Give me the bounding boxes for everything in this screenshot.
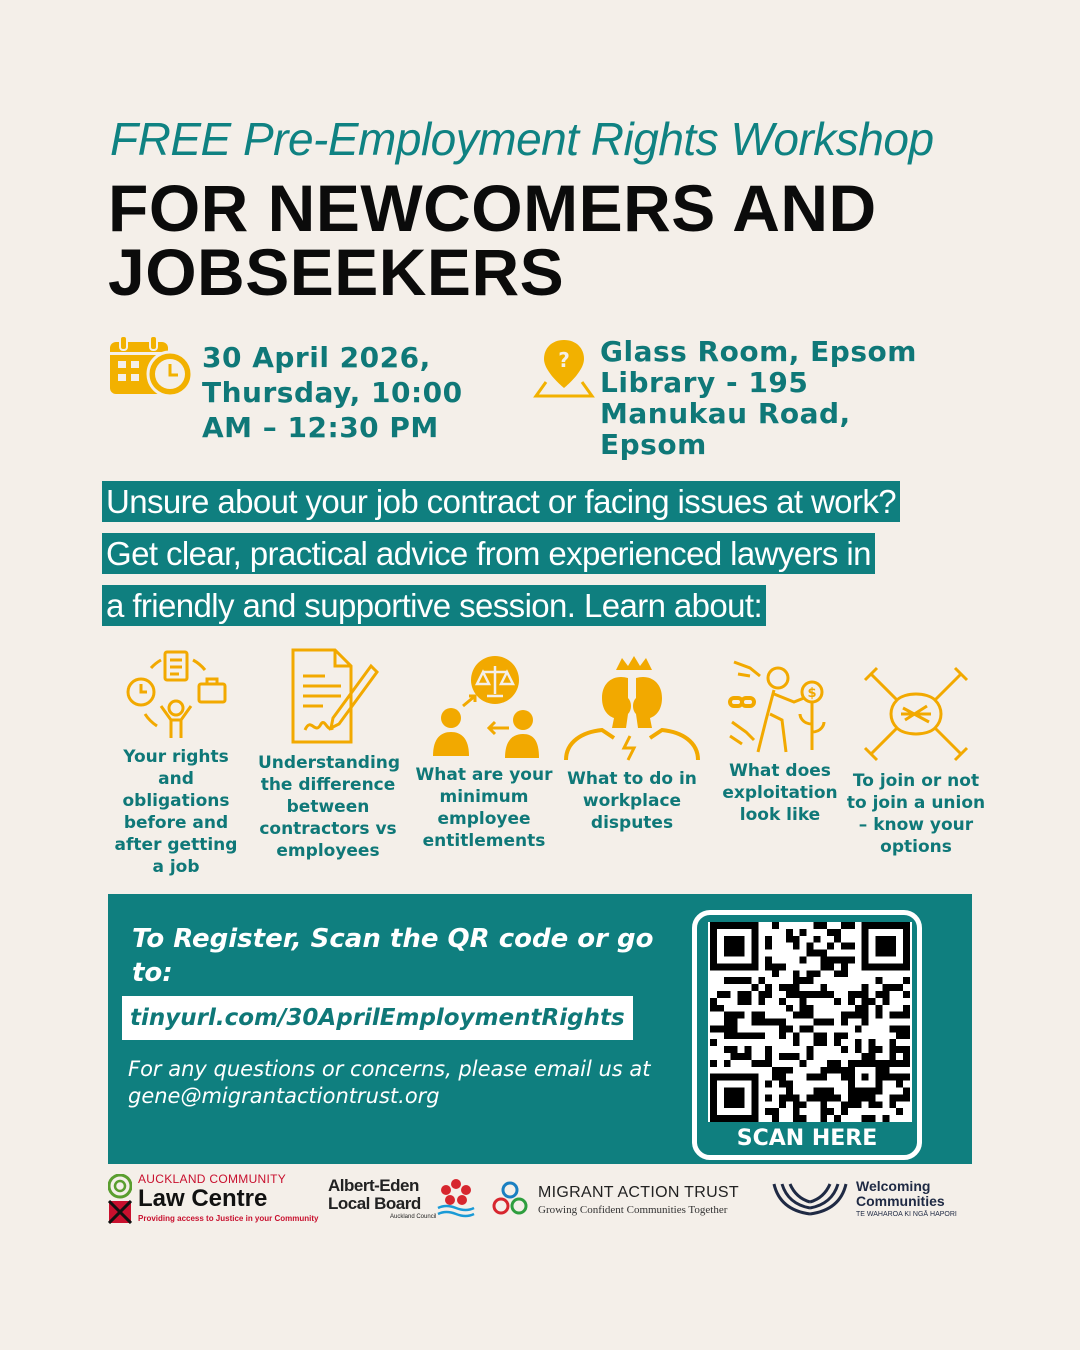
wc-line-2: Communities — [856, 1193, 945, 1209]
intro-text — [102, 476, 982, 632]
mat-emblem — [490, 1180, 530, 1220]
topic-label: To join or not to join a union – know your options — [846, 771, 986, 857]
welcoming-communities-logo — [770, 1178, 970, 1224]
migrant-action-trust-logo — [490, 1180, 765, 1222]
register-heading: To Register, Scan the QR code or go to: — [132, 924, 654, 988]
scales-people-icon — [429, 654, 539, 758]
union-hands-icon — [861, 664, 971, 764]
intro-line-1: Unsure about your job contract or facing issues at work? — [102, 481, 900, 522]
topic-contractors-employees — [258, 646, 401, 862]
law-centre-emblem — [108, 1174, 132, 1224]
exploitation-icon — [720, 654, 840, 754]
intro-line-3: a friendly and supportive session. Learn about: — [102, 585, 766, 626]
page-title: FOR NEWCOMERS AND JOBSEEKERS — [108, 171, 877, 309]
intro-line-2: Get clear, practical advice from experienced lawyers in — [102, 533, 875, 574]
contact-text: For any questions or concerns, please email us at gene@migrantactiontrust.org — [128, 1057, 651, 1108]
board-line-1: Albert-Eden — [328, 1176, 419, 1195]
contract-signing-icon — [273, 646, 383, 746]
subtitle: FREE Pre-Employment Rights Workshop — [110, 113, 934, 165]
topic-label: What are your minimum employee entitlements — [415, 765, 553, 851]
topic-minimum-entitlements — [414, 654, 554, 852]
qr-code[interactable] — [708, 922, 912, 1122]
dispute-icon — [562, 654, 702, 762]
board-sub: Auckland Council — [390, 1214, 437, 1220]
svg-text:$: $ — [807, 686, 817, 701]
topic-label: Understanding the difference between contractors vs employees — [258, 753, 401, 861]
calendar-clock-icon — [108, 336, 194, 398]
topic-union — [846, 664, 986, 858]
scan-here-label: SCAN HERE — [736, 1126, 878, 1151]
map-pin-icon — [532, 338, 596, 398]
law-centre-logo — [108, 1172, 319, 1226]
svg-text:?: ? — [558, 348, 570, 372]
wc-line-1: Welcoming — [856, 1178, 931, 1194]
rights-obligations-icon — [121, 648, 231, 740]
wc-sub: TE WAHAROA KI NGĀ HAPORI — [856, 1211, 957, 1218]
board-line-2: Local Board — [328, 1194, 421, 1213]
topic-label: What to do in workplace disputes — [567, 769, 697, 833]
mat-tagline: Growing Confident Communities Together — [538, 1204, 728, 1216]
event-date-time: 30 April 2026, Thursday, 10:00 AM – 12:30 PM — [202, 341, 463, 444]
register-link[interactable]: tinyurl.com/30AprilEmploymentRights — [122, 996, 633, 1040]
topic-label: What does exploitation look like — [722, 761, 838, 825]
topic-workplace-disputes — [562, 654, 702, 834]
mat-name: MIGRANT ACTION TRUST — [538, 1184, 739, 1201]
law-centre-name: Law Centre — [138, 1185, 268, 1212]
law-centre-top: AUCKLAND COMMUNITY — [138, 1172, 287, 1186]
albert-eden-logo — [328, 1176, 478, 1226]
law-centre-tagline: Providing access to Justice in your Community — [138, 1214, 319, 1223]
topic-label: Your rights and obligations before and after getting a job — [114, 747, 238, 877]
topic-exploitation — [710, 654, 850, 826]
wc-emblem — [770, 1182, 850, 1218]
event-location: Glass Room, Epsom Library - 195 Manukau Road, Epsom — [600, 335, 917, 461]
topic-rights-obligations — [106, 648, 246, 878]
pohutukawa-icon — [436, 1176, 476, 1220]
